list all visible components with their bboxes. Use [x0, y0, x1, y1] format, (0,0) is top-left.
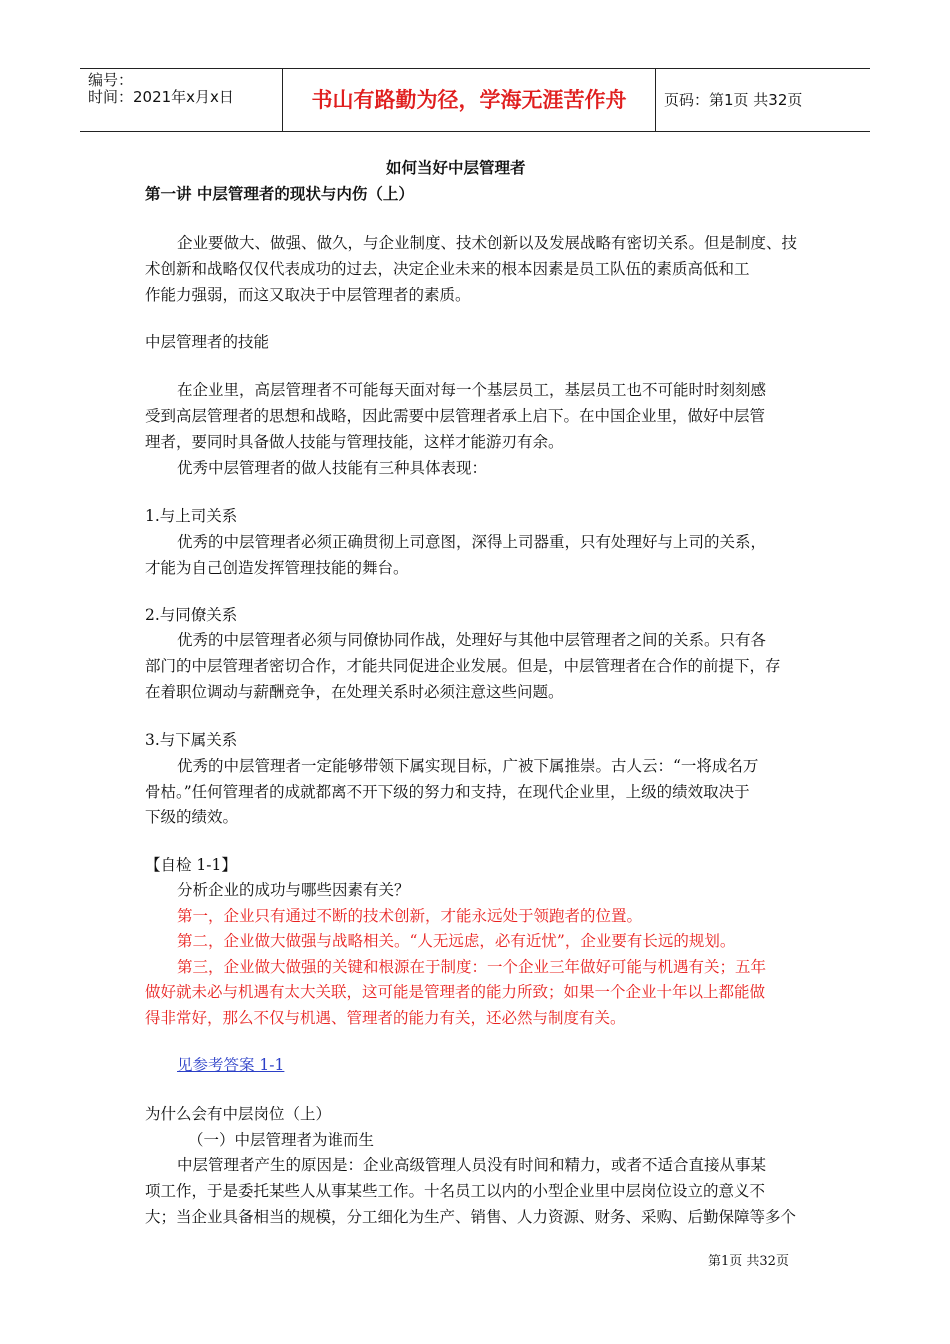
document-title: 如何当好中层管理者: [386, 159, 526, 177]
lecture-title: 第一讲 中层管理者的现状与内伤（上）: [145, 185, 414, 203]
header-motto: 书山有路勤为径，学海无涯苦作舟: [282, 69, 656, 131]
paragraph-line: 项工作，于是委托某些人从事某些工作。十名员工以内的小型企业里中层岗位设立的意义不: [145, 1182, 766, 1200]
paragraph-line: 术创新和战略仅仅代表成功的过去，决定企业未来的根本因素是员工队伍的素质高低和工: [145, 260, 750, 278]
answer-line: 得非常好，那么不仅与机遇、管理者的能力有关，还必然与制度有关。: [145, 1009, 626, 1027]
serial-number: 编号：: [88, 71, 134, 89]
header-date: 时间：2021年x月x日: [88, 88, 234, 106]
answer-line: 第二，企业做大做强与战略相关。“人无远虑，必有近忧”，企业要有长远的规划。: [177, 932, 736, 950]
reference-answer-link[interactable]: 见参考答案 1-1: [177, 1056, 285, 1074]
paragraph-line: 中层管理者产生的原因是：企业高级管理人员没有时间和精力，或者不适合直接从事某: [177, 1156, 767, 1174]
paragraph-line: 才能为自己创造发挥管理技能的舞台。: [145, 559, 409, 577]
paragraph-line: 在着职位调动与薪酬竞争，在处理关系时必须注意这些问题。: [145, 683, 564, 701]
paragraph-line: 优秀中层管理者的做人技能有三种具体表现：: [177, 459, 488, 477]
subsection-heading: 3.与下属关系: [145, 731, 238, 749]
paragraph-line: 在企业里，高层管理者不可能每天面对每一个基层员工，基层员工也不可能时时刻刻感: [177, 381, 767, 399]
paragraph-line: 理者，要同时具备做人技能与管理技能，这样才能游刃有余。: [145, 433, 564, 451]
paragraph-line: 优秀的中层管理者一定能够带领下属实现目标，广被下属推崇。古人云：“一将成名万: [177, 757, 759, 775]
self-check-question: 分析企业的成功与哪些因素有关？: [177, 881, 410, 899]
page-footer: 第1页 共32页: [708, 1254, 789, 1269]
section-heading: 为什么会有中层岗位（上）: [145, 1105, 332, 1123]
answer-line: 做好就未必与机遇有太大关联，这可能是管理者的能力所致；如果一个企业十年以上都能做: [145, 983, 766, 1001]
subsection-heading: （一）中层管理者为谁而生: [188, 1131, 375, 1149]
self-check-title: 【自检 1-1】: [145, 856, 237, 874]
paragraph-line: 部门的中层管理者密切合作，才能共同促进企业发展。但是，中层管理者在合作的前提下，存: [145, 657, 781, 675]
paragraph-line: 作能力强弱，而这又取决于中层管理者的素质。: [145, 286, 471, 304]
answer-line: 第三，企业做大做强的关键和根源在于制度：一个企业三年做好可能与机遇有关；五年: [177, 958, 767, 976]
answer-line: 第一，企业只有通过不断的技术创新，才能永远处于领跑者的位置。: [177, 907, 643, 925]
header-meta: [80, 69, 282, 131]
subsection-heading: 2.与同僚关系: [145, 606, 238, 624]
paragraph-line: 骨枯。”任何管理者的成就都离不开下级的努力和支持，在现代企业里，上级的绩效取决于: [145, 783, 750, 801]
page-header: [80, 68, 870, 132]
subsection-heading: 1.与上司关系: [145, 507, 238, 525]
section-heading: 中层管理者的技能: [145, 333, 270, 351]
paragraph-line: 受到高层管理者的思想和战略，因此需要中层管理者承上启下。在中国企业里，做好中层管: [145, 407, 766, 425]
paragraph-line: 优秀的中层管理者必须正确贯彻上司意图，深得上司器重，只有处理好与上司的关系，: [177, 533, 767, 551]
paragraph-line: 企业要做大、做强、做久，与企业制度、技术创新以及发展战略有密切关系。但是制度、技: [177, 234, 798, 252]
reference-answer-wrap: [177, 1055, 284, 1075]
paragraph-line: 优秀的中层管理者必须与同僚协同作战，处理好与其他中层管理者之间的关系。只有各: [177, 631, 767, 649]
header-page-number: 页码：第1页 共32页: [664, 91, 803, 109]
paragraph-line: 大；当企业具备相当的规模，分工细化为生产、销售、人力资源、财务、采购、后勤保障等多个: [145, 1208, 797, 1226]
paragraph-line: 下级的绩效。: [145, 808, 239, 826]
